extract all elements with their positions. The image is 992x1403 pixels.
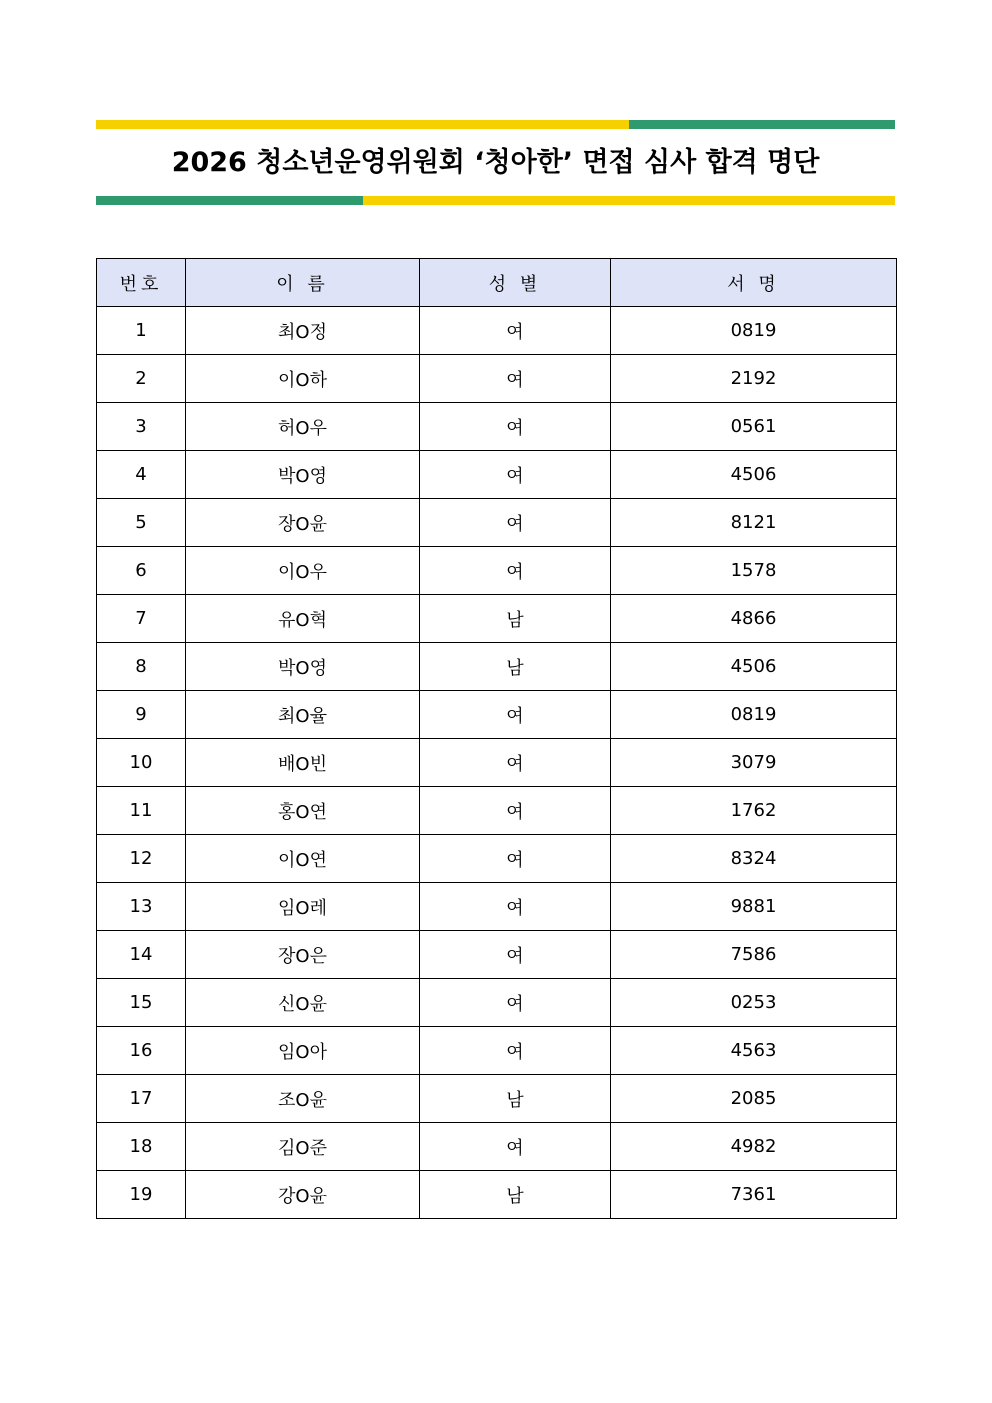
cell-gender: 남 xyxy=(420,1075,611,1123)
table-header-row xyxy=(97,259,897,307)
cell-name: 이O하 xyxy=(186,355,420,403)
cell-gender: 여 xyxy=(420,787,611,835)
table-row xyxy=(97,979,897,1027)
cell-name: 조O윤 xyxy=(186,1075,420,1123)
cell-gender: 여 xyxy=(420,835,611,883)
table-row xyxy=(97,931,897,979)
cell-number: 11 xyxy=(97,787,186,835)
cell-gender: 여 xyxy=(420,931,611,979)
cell-gender: 여 xyxy=(420,979,611,1027)
header-number: 번호 xyxy=(97,259,186,307)
cell-number: 19 xyxy=(97,1171,186,1219)
cell-gender: 여 xyxy=(420,355,611,403)
cell-signature: 0253 xyxy=(611,979,897,1027)
cell-name: 신O윤 xyxy=(186,979,420,1027)
table-row xyxy=(97,355,897,403)
cell-gender: 여 xyxy=(420,499,611,547)
cell-name: 임O아 xyxy=(186,1027,420,1075)
table-row xyxy=(97,691,897,739)
cell-number: 1 xyxy=(97,307,186,355)
roster-table xyxy=(96,258,897,1219)
cell-number: 5 xyxy=(97,499,186,547)
table-row xyxy=(97,883,897,931)
table-row xyxy=(97,835,897,883)
header-signature: 서 명 xyxy=(611,259,897,307)
table-row xyxy=(97,307,897,355)
cell-gender: 여 xyxy=(420,739,611,787)
cell-gender: 여 xyxy=(420,547,611,595)
cell-name: 배O빈 xyxy=(186,739,420,787)
cell-number: 16 xyxy=(97,1027,186,1075)
table-row xyxy=(97,787,897,835)
table-row xyxy=(97,451,897,499)
header-gender: 성 별 xyxy=(420,259,611,307)
cell-name: 이O우 xyxy=(186,547,420,595)
cell-signature: 1578 xyxy=(611,547,897,595)
cell-signature: 7361 xyxy=(611,1171,897,1219)
cell-signature: 0819 xyxy=(611,307,897,355)
cell-name: 최O율 xyxy=(186,691,420,739)
table-row xyxy=(97,643,897,691)
cell-number: 2 xyxy=(97,355,186,403)
cell-signature: 7586 xyxy=(611,931,897,979)
cell-signature: 4982 xyxy=(611,1123,897,1171)
cell-signature: 4563 xyxy=(611,1027,897,1075)
cell-name: 홍O연 xyxy=(186,787,420,835)
cell-name: 이O연 xyxy=(186,835,420,883)
cell-number: 10 xyxy=(97,739,186,787)
cell-gender: 여 xyxy=(420,691,611,739)
document-title: 2026 청소년운영위원회 ‘청아한’ 면접 심사 합격 명단 xyxy=(171,147,820,178)
title-bar-bottom-green xyxy=(96,196,363,205)
cell-signature: 8121 xyxy=(611,499,897,547)
cell-number: 15 xyxy=(97,979,186,1027)
cell-gender: 남 xyxy=(420,1171,611,1219)
cell-signature: 9881 xyxy=(611,883,897,931)
cell-name: 장O윤 xyxy=(186,499,420,547)
cell-name: 박O영 xyxy=(186,451,420,499)
cell-number: 17 xyxy=(97,1075,186,1123)
cell-signature: 0819 xyxy=(611,691,897,739)
cell-signature: 8324 xyxy=(611,835,897,883)
cell-number: 9 xyxy=(97,691,186,739)
cell-number: 18 xyxy=(97,1123,186,1171)
table-row xyxy=(97,547,897,595)
cell-number: 13 xyxy=(97,883,186,931)
cell-signature: 4506 xyxy=(611,451,897,499)
cell-number: 14 xyxy=(97,931,186,979)
cell-gender: 여 xyxy=(420,403,611,451)
cell-gender: 여 xyxy=(420,307,611,355)
cell-gender: 남 xyxy=(420,595,611,643)
table-row xyxy=(97,739,897,787)
cell-name: 강O윤 xyxy=(186,1171,420,1219)
table-row xyxy=(97,1171,897,1219)
cell-number: 4 xyxy=(97,451,186,499)
cell-name: 김O준 xyxy=(186,1123,420,1171)
cell-number: 7 xyxy=(97,595,186,643)
table-row xyxy=(97,403,897,451)
table-row xyxy=(97,1075,897,1123)
cell-gender: 여 xyxy=(420,1123,611,1171)
table-row xyxy=(97,1123,897,1171)
cell-signature: 2192 xyxy=(611,355,897,403)
cell-number: 12 xyxy=(97,835,186,883)
cell-gender: 여 xyxy=(420,883,611,931)
cell-number: 3 xyxy=(97,403,186,451)
cell-signature: 4506 xyxy=(611,643,897,691)
table-row xyxy=(97,1027,897,1075)
cell-number: 8 xyxy=(97,643,186,691)
cell-name: 허O우 xyxy=(186,403,420,451)
cell-name: 박O영 xyxy=(186,643,420,691)
cell-name: 장O은 xyxy=(186,931,420,979)
cell-gender: 남 xyxy=(420,643,611,691)
table-row xyxy=(97,595,897,643)
cell-name: 임O레 xyxy=(186,883,420,931)
title-bar-bottom-yellow xyxy=(363,196,895,205)
cell-name: 최O정 xyxy=(186,307,420,355)
cell-number: 6 xyxy=(97,547,186,595)
header-name: 이 름 xyxy=(186,259,420,307)
cell-signature: 1762 xyxy=(611,787,897,835)
cell-signature: 0561 xyxy=(611,403,897,451)
cell-gender: 여 xyxy=(420,451,611,499)
cell-signature: 4866 xyxy=(611,595,897,643)
title-bar-top-green xyxy=(629,120,895,129)
cell-gender: 여 xyxy=(420,1027,611,1075)
table-row xyxy=(97,499,897,547)
cell-name: 유O혁 xyxy=(186,595,420,643)
title-bar-top-yellow xyxy=(96,120,629,129)
cell-signature: 3079 xyxy=(611,739,897,787)
cell-signature: 2085 xyxy=(611,1075,897,1123)
